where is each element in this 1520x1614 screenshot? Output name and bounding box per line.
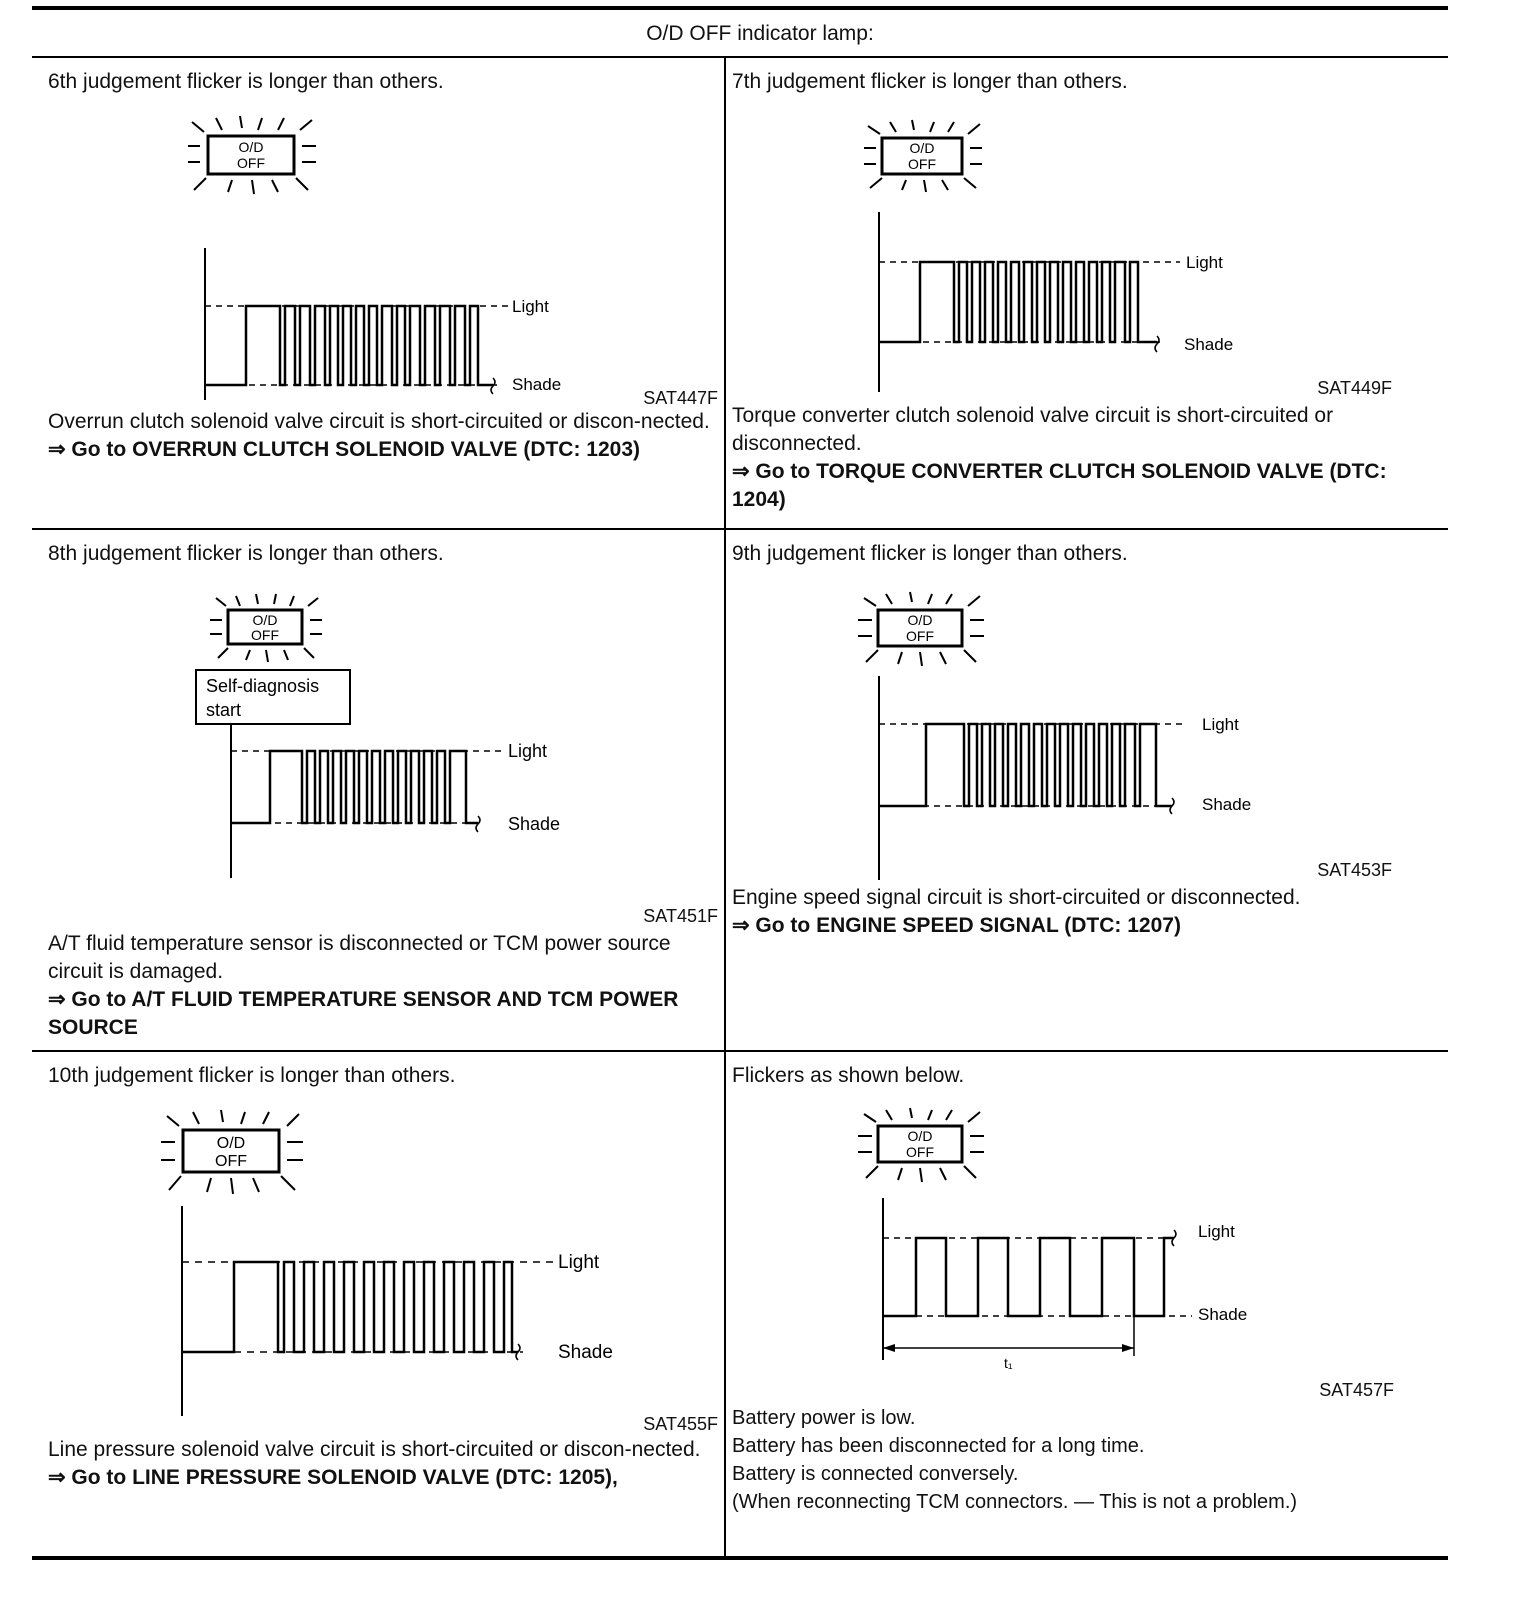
self-diagnosis-label-2: start — [206, 700, 242, 720]
cell-title: 10th judgement flicker is longer than others. — [48, 1064, 456, 1087]
flicker-waveform — [883, 1238, 1174, 1316]
goto-reference: ⇒ Go to LINE PRESSURE SOLENOID VALVE (DTC: 1205), — [48, 1466, 618, 1489]
cell-flickers-as-shown — [732, 1052, 1394, 1556]
od-off-lamp-icon — [858, 1108, 984, 1182]
light-label: Light — [1202, 715, 1239, 734]
cell-description — [732, 402, 1392, 514]
lamp-text-od: O/D — [907, 612, 933, 628]
od-off-lamp-icon — [161, 1110, 303, 1194]
cell-title: 7th judgement flicker is longer than others. — [732, 70, 1128, 93]
flicker-diagram — [732, 108, 1392, 408]
lamp-text-off: OFF — [906, 628, 934, 644]
cell-description — [732, 884, 1392, 940]
flicker-waveform — [879, 724, 1172, 806]
flicker-waveform — [205, 306, 493, 385]
column-divider — [724, 57, 726, 1558]
flicker-waveform — [879, 262, 1157, 342]
description-line: Battery is connected conversely. — [732, 1463, 1019, 1485]
cell-9th-judgement — [732, 530, 1392, 1050]
figure-code: SAT449F — [1317, 378, 1392, 398]
shade-label: Shade — [1198, 1305, 1248, 1324]
figure-code: SAT447F — [643, 388, 718, 408]
cell-description — [48, 1436, 716, 1492]
cause-text: Overrun clutch solenoid valve circuit is short-circuited or discon-nected. — [48, 410, 710, 433]
flicker-diagram — [732, 1102, 1392, 1402]
description-line: Battery has been disconnected for a long time. — [732, 1435, 1145, 1457]
shade-label: Shade — [508, 814, 561, 834]
lamp-text-off: OFF — [237, 155, 265, 171]
flicker-diagram — [48, 580, 718, 890]
flicker-diagram — [732, 580, 1392, 880]
lamp-text-off: OFF — [906, 1144, 934, 1160]
cell-7th-judgement — [732, 58, 1392, 528]
top-rule — [32, 6, 1448, 10]
od-off-lamp-icon — [858, 592, 984, 666]
bottom-rule — [32, 1556, 1448, 1560]
lamp-text-od: O/D — [909, 140, 935, 156]
goto-reference: ⇒ Go to ENGINE SPEED SIGNAL (DTC: 1207) — [732, 914, 1181, 937]
cause-text: Engine speed signal circuit is short-circuited or disconnected. — [732, 886, 1301, 909]
od-off-lamp-icon — [210, 594, 322, 662]
cell-description — [732, 1404, 1394, 1516]
lamp-text-od: O/D — [238, 139, 264, 155]
cell-6th-judgement — [48, 58, 718, 528]
shade-label: Shade — [558, 1342, 613, 1363]
shade-label: Shade — [1202, 795, 1252, 814]
od-off-lamp-icon — [864, 120, 982, 192]
goto-reference: ⇒ Go to A/T FLUID TEMPERATURE SENSOR AND TCM POWER SOURCE — [48, 988, 679, 1039]
cause-text: Torque converter clutch solenoid valve circuit is short-circuited or disconnected. — [732, 404, 1334, 455]
lamp-text-off: OFF — [908, 156, 936, 172]
cell-description — [48, 408, 716, 464]
lamp-text-od: O/D — [907, 1128, 933, 1144]
table-header-title: O/D OFF indicator lamp: — [646, 22, 874, 45]
lamp-text-off: OFF — [215, 1153, 247, 1170]
lamp-text-od: O/D — [252, 612, 278, 628]
self-diagnosis-start-box — [196, 670, 350, 724]
od-off-lamp-icon — [188, 116, 316, 194]
cause-text: A/T fluid temperature sensor is disconnected or TCM power source circuit is damaged. — [48, 932, 671, 983]
flicker-diagram — [48, 1102, 718, 1422]
figure-code: SAT457F — [1319, 1380, 1394, 1400]
cell-title: Flickers as shown below. — [732, 1064, 965, 1087]
flicker-waveform — [231, 751, 478, 823]
period-label: t₁ — [1004, 1355, 1013, 1371]
lamp-text-off: OFF — [251, 627, 279, 643]
light-label: Light — [1186, 253, 1223, 272]
flicker-waveform — [182, 1262, 518, 1352]
figure-code: SAT451F — [643, 906, 718, 926]
light-label: Light — [558, 1252, 600, 1273]
light-label: Light — [1198, 1222, 1235, 1241]
self-diagnosis-label-1: Self-diagnosis — [206, 676, 320, 696]
cell-title: 8th judgement flicker is longer than others. — [48, 542, 444, 565]
description-line: Battery power is low. — [732, 1407, 916, 1429]
goto-reference: ⇒ Go to TORQUE CONVERTER CLUTCH SOLENOID VALVE (DTC: 1204) — [732, 460, 1387, 511]
flicker-diagram — [48, 108, 718, 418]
lamp-text-od: O/D — [216, 1135, 246, 1152]
figure-code: SAT455F — [643, 1414, 718, 1434]
cell-title: 6th judgement flicker is longer than others. — [48, 70, 444, 93]
cell-description — [48, 930, 688, 1042]
description-line: (When reconnecting TCM connectors. — This is not a problem.) — [732, 1491, 1298, 1513]
light-label: Light — [508, 741, 548, 761]
light-label: Light — [512, 297, 549, 316]
shade-label: Shade — [1184, 335, 1234, 354]
cause-text: Line pressure solenoid valve circuit is short-circuited or discon-nected. — [48, 1438, 701, 1461]
figure-code: SAT453F — [1317, 860, 1392, 880]
shade-label: Shade — [512, 375, 562, 394]
cell-10th-judgement — [48, 1052, 718, 1556]
cell-title: 9th judgement flicker is longer than others. — [732, 542, 1128, 565]
cell-8th-judgement — [48, 530, 718, 1050]
goto-reference: ⇒ Go to OVERRUN CLUTCH SOLENOID VALVE (DTC: 1203) — [48, 438, 641, 461]
